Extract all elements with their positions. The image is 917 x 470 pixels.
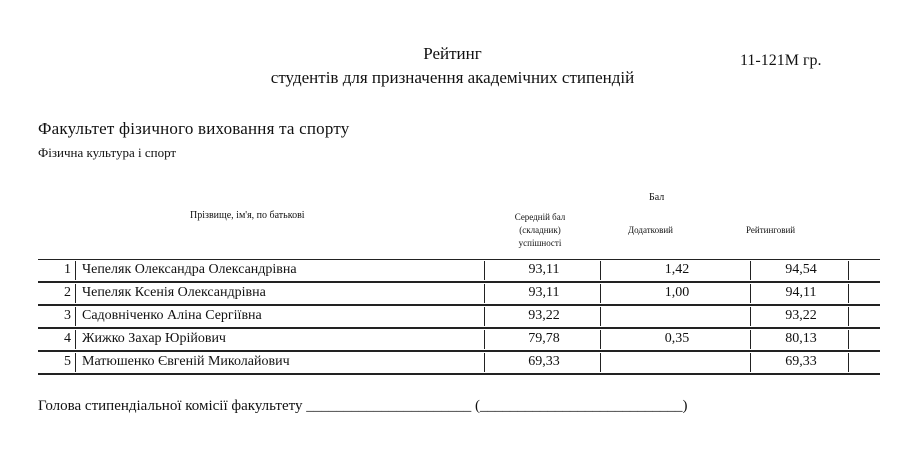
table-row <box>38 306 880 329</box>
additional-score: 1,42 <box>664 262 690 277</box>
average-score: 93,11 <box>528 262 560 277</box>
column-divider <box>484 261 485 280</box>
student-name: Жижко Захар Юрійович <box>82 331 226 346</box>
table-row <box>38 329 880 352</box>
row-number: 5 <box>64 354 71 369</box>
average-score: 93,11 <box>528 285 560 300</box>
column-divider <box>750 353 751 372</box>
student-name: Садовніченко Аліна Сергіївна <box>82 308 262 323</box>
column-divider <box>484 284 485 303</box>
specialty-name: Фізична культура і спорт <box>38 145 177 160</box>
column-header-additional: Додатковий <box>628 225 673 235</box>
column-header-name: Прізвище, ім'я, по батькові <box>190 210 305 221</box>
column-header-average: Середній бал (складник) успішності <box>514 212 566 248</box>
faculty-name: Факультет фізичного виховання та спорту <box>38 119 350 138</box>
additional-score: 0,35 <box>664 331 690 346</box>
column-divider <box>484 330 485 349</box>
row-number: 3 <box>64 308 71 323</box>
table-row <box>38 283 880 306</box>
row-number: 1 <box>64 262 71 277</box>
column-divider <box>75 261 76 280</box>
student-name: Чепеляк Ксенія Олександрівна <box>82 285 266 300</box>
rating-score: 80,13 <box>785 331 817 346</box>
rating-score: 93,22 <box>785 308 817 323</box>
rating-table <box>38 259 880 375</box>
column-divider <box>484 307 485 326</box>
additional-score: 1,00 <box>664 285 690 300</box>
average-score: 93,22 <box>528 308 560 323</box>
table-row <box>38 259 880 283</box>
document-subtitle: студентів для призначення академічних стипендій <box>270 68 635 87</box>
column-divider <box>75 284 76 303</box>
column-divider <box>75 353 76 372</box>
column-divider <box>75 307 76 326</box>
average-score: 79,78 <box>528 331 560 346</box>
column-divider <box>750 307 751 326</box>
student-name: Чепеляк Олександра Олександрівна <box>82 262 297 277</box>
column-header-bal: Бал <box>649 192 665 203</box>
rating-score: 94,54 <box>785 262 817 277</box>
row-number: 2 <box>64 285 71 300</box>
table-row <box>38 352 880 375</box>
column-divider <box>75 330 76 349</box>
group-label: 11-121М гр. <box>740 52 822 69</box>
rating-score: 69,33 <box>785 354 817 369</box>
document-title: Рейтинг <box>423 44 482 63</box>
column-divider <box>484 353 485 372</box>
rating-score: 94,11 <box>785 285 817 300</box>
student-name: Матюшенко Євгеній Миколайович <box>82 354 290 369</box>
signature-line: Голова стипендіальної комісії факультету ______________________ (___________________________) <box>38 398 688 414</box>
row-number: 4 <box>64 331 71 346</box>
average-score: 69,33 <box>528 354 560 369</box>
column-header-rating: Рейтинговий <box>746 225 796 235</box>
